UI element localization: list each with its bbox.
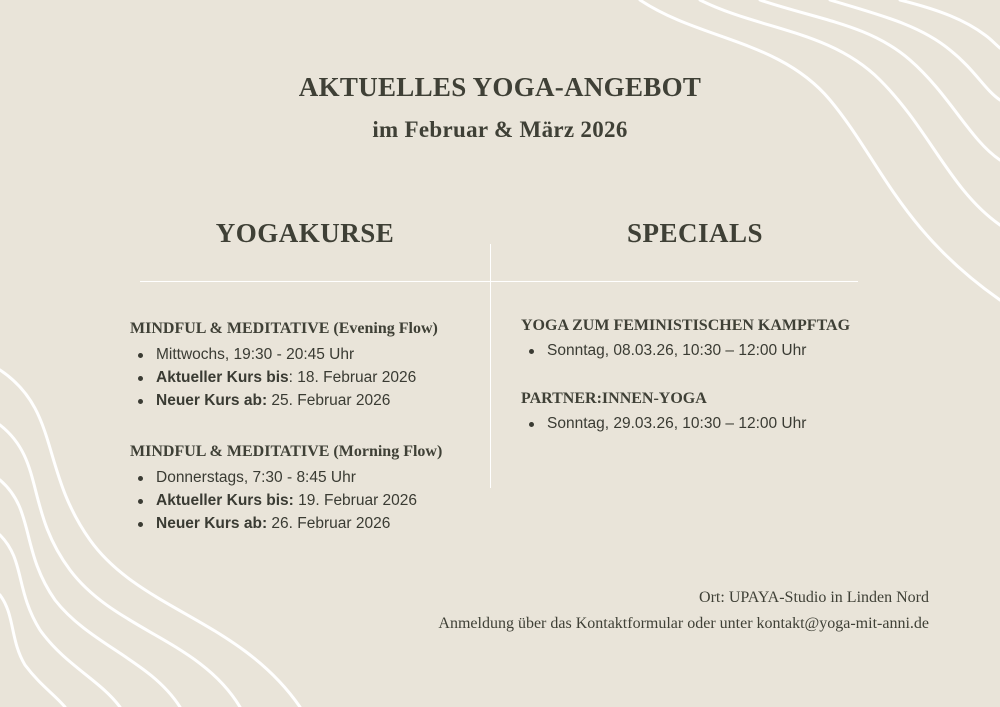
registration-text: Anmeldung über das Kontaktformular oder unter kontakt@yoga-mit-anni.de: [438, 615, 929, 632]
list-item: Aktueller Kurs bis: 19. Februar 2026: [130, 489, 417, 512]
list-item: Sonntag, 08.03.26, 10:30 – 12:00 Uhr: [521, 339, 806, 362]
list-item: Mittwochs, 19:30 - 20:45 Uhr: [130, 343, 416, 366]
course-variant: (Evening Flow): [333, 320, 438, 337]
page-title: AKTUELLES YOGA-ANGEBOT: [298, 72, 702, 102]
column-heading-yogakurse: YOGAKURSE: [215, 218, 395, 248]
location-text: Ort: UPAYA-Studio in Linden Nord: [699, 589, 929, 606]
course-variant: (Morning Flow): [333, 443, 443, 460]
list-item: Neuer Kurs ab: 26. Februar 2026: [130, 512, 417, 535]
horizontal-divider: [140, 281, 858, 282]
special-details-kampftag: [521, 339, 806, 362]
special-title-kampftag: YOGA ZUM FEMINISTISCHEN KAMPFTAG: [521, 317, 851, 334]
vertical-divider: [490, 244, 491, 488]
course-name: MINDFUL & MEDITATIVE: [130, 443, 330, 460]
page-subtitle: im Februar & März 2026: [372, 117, 628, 142]
list-item: Donnerstags, 7:30 - 8:45 Uhr: [130, 466, 417, 489]
list-item: Sonntag, 29.03.26, 10:30 – 12:00 Uhr: [521, 412, 806, 435]
course-name: MINDFUL & MEDITATIVE: [130, 320, 330, 337]
list-item: Aktueller Kurs bis: 18. Februar 2026: [130, 366, 416, 389]
course-details-morning: [130, 466, 417, 535]
column-heading-specials: SPECIALS: [626, 218, 764, 248]
course-details-evening: [130, 343, 416, 412]
course-title-morning: [130, 443, 442, 461]
special-details-partner-yoga: [521, 412, 806, 435]
list-item: Neuer Kurs ab: 25. Februar 2026: [130, 389, 416, 412]
special-title-partner-yoga: PARTNER:INNEN-YOGA: [521, 390, 707, 407]
course-title-evening: [130, 320, 438, 338]
